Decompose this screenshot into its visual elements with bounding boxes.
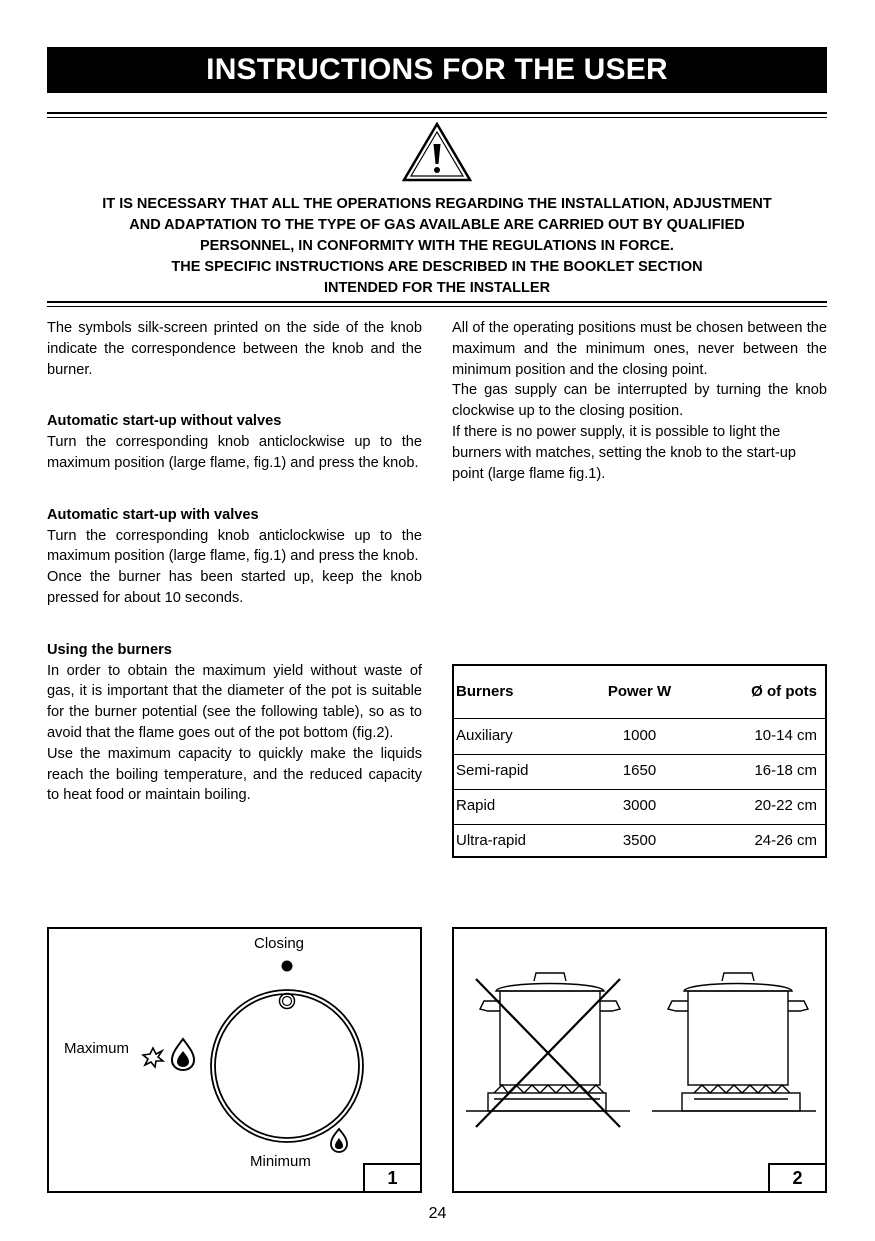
divider-top-1 [47, 112, 827, 114]
warning-line: PERSONNEL, IN CONFORMITY WITH THE REGULATIONS IN FORCE. [200, 238, 674, 254]
using-burners-text-2: Use the maximum capacity to quickly make the liquids reach the boiling temperature, and the reduced capacity to heat food or maintain boiling. [47, 745, 422, 804]
table-header-cell: Power W [607, 683, 672, 700]
figure-number: 2 [768, 1163, 827, 1193]
heading-using-burners: Using the burners [47, 641, 172, 658]
small-flame-icon [331, 1129, 347, 1152]
table-cell: 1000 [622, 727, 657, 744]
label-minimum: Minimum [250, 1153, 311, 1170]
using-burners-text: In order to obtain the maximum yield without waste of gas, it is important that the diameter of the pot is suitable for the burner potential (see the following table), so as to avoid that the flame goes out of the pot bottom (fig.2). [47, 662, 422, 741]
knob-icon [211, 990, 363, 1142]
divider-mid-2 [47, 306, 827, 307]
start-without-valves-text: Turn the corresponding knob anticlockwise up to the maximum position (large flame, fig.1) and press the knob. [47, 434, 422, 471]
pots-diagram [454, 929, 825, 1191]
table-cell: 1650 [622, 762, 657, 779]
table-cell: 20-22 cm [754, 797, 817, 814]
table-cell: 10-14 cm [754, 727, 817, 744]
installation-warning [47, 194, 827, 299]
knob-diagram [49, 929, 420, 1191]
operating-positions-text: All of the operating positions must be chosen between the maximum and the minimum ones, never between the minimum position and the closing point. [452, 320, 827, 378]
heading-start-without-valves: Automatic start-up without valves [47, 413, 282, 430]
figure-number: 1 [363, 1163, 422, 1193]
right-column [452, 318, 827, 484]
label-maximum: Maximum [64, 1040, 130, 1057]
start-with-valves-text-2: Once the burner has been started up, keep the knob pressed for about 10 seconds. [47, 569, 422, 606]
table-cell: Semi-rapid [456, 762, 529, 779]
warning-line: THE SPECIFIC INSTRUCTIONS ARE DESCRIBED IN THE BOOKLET SECTION [171, 259, 703, 275]
warning-line: IT IS NECESSARY THAT ALL THE OPERATIONS REGARDING THE INSTALLATION, ADJUSTMENT [102, 196, 772, 212]
table-header-cell: Ø of pots [751, 683, 817, 700]
table-header-cell: Burners [456, 683, 514, 700]
figure-2-pots [452, 927, 827, 1193]
table-cell: Ultra-rapid [456, 832, 527, 849]
table-cell: 24-26 cm [754, 832, 817, 849]
heading-start-with-valves: Automatic start-up with valves [47, 506, 259, 523]
spark-icon [143, 1048, 163, 1067]
left-column [47, 318, 422, 806]
closing-dot-icon [282, 961, 293, 972]
divider-top-2 [47, 117, 827, 118]
start-with-valves-text: Turn the corresponding knob anticlockwise up to the maximum position (large flame, fig.1) and press the knob. [47, 527, 422, 565]
label-closing: Closing [254, 935, 305, 952]
table-cell: Auxiliary [456, 727, 513, 744]
figure-1-knob [47, 927, 422, 1193]
wrong-pot-icon [466, 973, 630, 1127]
warning-triangle-icon [402, 122, 472, 182]
table-cell: Rapid [456, 797, 496, 814]
large-flame-icon [172, 1039, 194, 1070]
divider-mid-1 [47, 301, 827, 303]
warning-line: AND ADAPTATION TO THE TYPE OF GAS AVAILABLE ARE CARRIED OUT BY QUALIFIED [129, 217, 745, 233]
correct-pot-icon [652, 973, 816, 1111]
burner-table [452, 664, 827, 858]
gas-interrupt-text: The gas supply can be interrupted by turning the knob clockwise up to the closing position. [452, 382, 827, 420]
warning-line: INTENDED FOR THE INSTALLER [323, 280, 551, 296]
page-title: INSTRUCTIONS FOR THE USER [47, 47, 827, 93]
table-cell: 3500 [622, 832, 657, 849]
table-cell: 16-18 cm [754, 762, 817, 779]
knob-symbols-intro: The symbols silk-screen printed on the side of the knob indicate the correspondence between the knob and the burner. [47, 320, 422, 378]
table-cell: 3000 [622, 797, 657, 814]
no-power-text: If there is no power supply, it is possible to light the burners with matches, setting the knob to the start-up point (large flame fig.1). [452, 423, 796, 482]
page-number: 24 [428, 1205, 447, 1222]
